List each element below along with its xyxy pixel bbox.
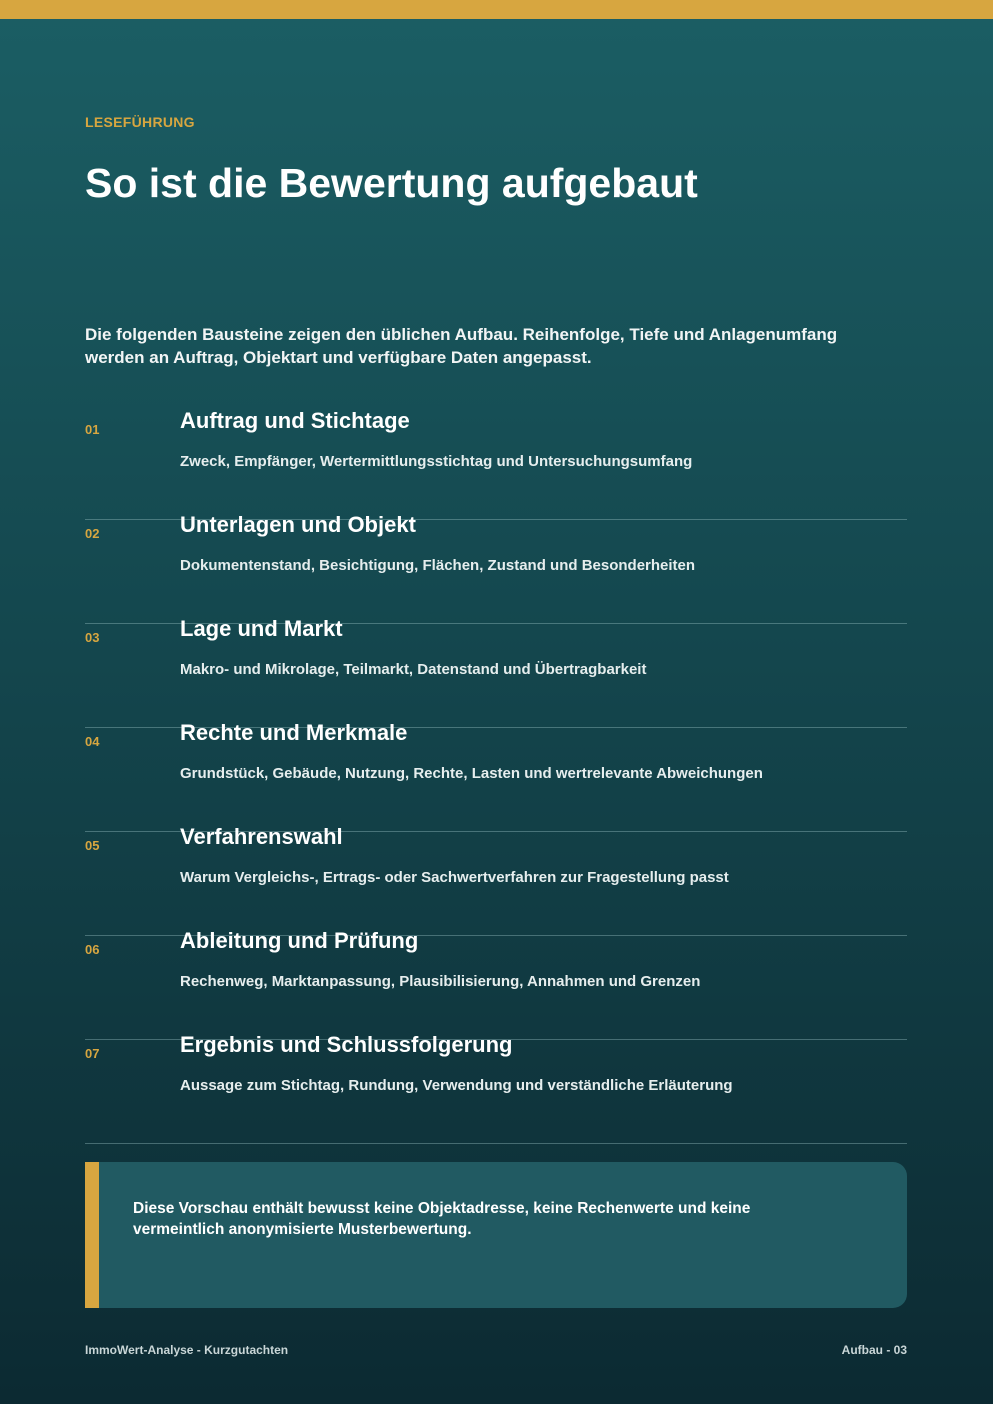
top-accent-bar bbox=[0, 0, 993, 19]
item-number: 05 bbox=[85, 838, 100, 853]
list-item bbox=[85, 608, 907, 712]
item-heading: Ableitung und Prüfung bbox=[180, 928, 419, 953]
list-item bbox=[85, 504, 907, 608]
item-description: Aussage zum Stichtag, Rundung, Verwendung und verständliche Erläuterung bbox=[180, 1077, 733, 1094]
list-item bbox=[85, 712, 907, 816]
item-description: Rechenweg, Marktanpassung, Plausibilisierung, Annahmen und Grenzen bbox=[180, 973, 701, 990]
item-heading: Lage und Markt bbox=[180, 616, 343, 641]
item-number: 07 bbox=[85, 1046, 100, 1061]
item-description: Dokumentenstand, Besichtigung, Flächen, Zustand und Besonderheiten bbox=[180, 557, 696, 574]
item-heading: Ergebnis und Schlussfolgerung bbox=[180, 1032, 513, 1057]
item-description: Makro- und Mikrolage, Teilmarkt, Datenstand und Übertragbarkeit bbox=[180, 661, 647, 678]
item-number: 04 bbox=[85, 734, 100, 749]
list-item bbox=[85, 1024, 907, 1128]
item-description: Grundstück, Gebäude, Nutzung, Rechte, Lasten und wertrelevante Abweichungen bbox=[180, 765, 763, 782]
list-item bbox=[85, 816, 907, 920]
footer-page-label: Aufbau - 03 bbox=[841, 1343, 907, 1357]
info-note bbox=[85, 1162, 907, 1308]
item-heading: Auftrag und Stichtage bbox=[180, 408, 410, 433]
item-heading: Unterlagen und Objekt bbox=[180, 512, 416, 537]
item-number: 02 bbox=[85, 526, 100, 541]
item-heading: Verfahrenswahl bbox=[180, 824, 343, 849]
section-eyebrow: LESEFÜHRUNG bbox=[85, 114, 195, 130]
item-description: Warum Vergleichs-, Ertrags- oder Sachwertverfahren zur Fragestellung passt bbox=[180, 869, 729, 886]
list-item bbox=[85, 400, 907, 504]
structure-list bbox=[85, 400, 907, 1128]
item-number: 03 bbox=[85, 630, 100, 645]
item-number: 01 bbox=[85, 422, 100, 437]
note-accent-bar bbox=[85, 1162, 99, 1308]
item-description: Zweck, Empfänger, Wertermittlungsstichtag und Untersuchungsumfang bbox=[180, 453, 693, 470]
item-heading: Rechte und Merkmale bbox=[180, 720, 408, 745]
divider bbox=[85, 1143, 907, 1144]
page-title: So ist die Bewertung aufgebaut bbox=[85, 160, 698, 206]
footer-document-title: ImmoWert-Analyse - Kurzgutachten bbox=[85, 1343, 289, 1357]
item-number: 06 bbox=[85, 942, 100, 957]
list-item bbox=[85, 920, 907, 1024]
note-text: Diese Vorschau enthält bewusst keine Objektadresse, keine Rechenwerte und keine vermeintlich anonymisierte Musterbewertung. bbox=[133, 1200, 751, 1238]
intro-text: Die folgenden Bausteine zeigen den üblichen Aufbau. Reihenfolge, Tiefe und Anlagenumfang werden an Auftrag, Objektart und verfügbare Daten angepasst. bbox=[85, 325, 838, 367]
